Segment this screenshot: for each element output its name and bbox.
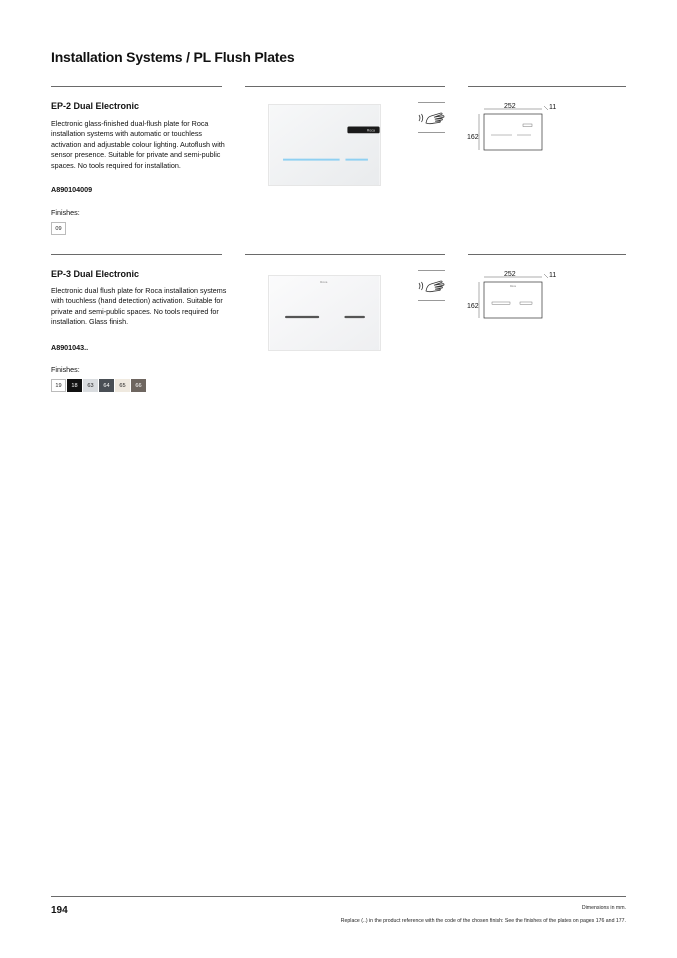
product-photo xyxy=(268,104,381,186)
finishes-label: Finishes: xyxy=(51,365,80,374)
finish-swatch: 09 xyxy=(51,222,66,235)
svg-text:162: 162 xyxy=(467,134,479,141)
hand-sensor-icon xyxy=(415,272,445,302)
finish-swatch: 19 xyxy=(51,379,66,392)
finish-swatch: 65 xyxy=(115,379,130,392)
finish-swatches xyxy=(51,379,146,392)
divider xyxy=(418,132,445,133)
product-description: Electronic glass-finished dual-flush plate for Roca installation systems with automatic or touchless activation and adjustable colour lighting. Autoflush with sensor presence. Suitable for private and semi-public spaces. No tools required for installation. xyxy=(51,119,225,170)
divider xyxy=(245,254,445,255)
svg-text:11: 11 xyxy=(549,104,557,111)
product-reference: A890104009 xyxy=(51,185,93,194)
divider xyxy=(51,86,222,87)
divider xyxy=(468,86,626,87)
divider xyxy=(418,300,445,301)
footer-divider xyxy=(51,896,626,897)
replace-note: Replace (..) in the product reference with the code of the chosen finish: See the finishes of the plates on pages 176 and 177. xyxy=(340,918,626,924)
technical-drawing xyxy=(465,100,560,160)
svg-text:Roca: Roca xyxy=(366,128,375,133)
technical-drawing xyxy=(465,268,560,328)
product-description: Electronic dual flush plate for Roca installation systems with touchless (hand detection) activation. Suitable for private and semi-public spaces. No tools required for installation. Glass finish. xyxy=(51,286,227,327)
product-reference: A8901043.. xyxy=(51,343,89,352)
finish-swatch: 63 xyxy=(83,379,98,392)
finish-swatch: 18 xyxy=(67,379,82,392)
hand-sensor-icon xyxy=(415,104,445,134)
product-title: EP-3 Dual Electronic xyxy=(51,269,140,279)
product-title: EP-2 Dual Electronic xyxy=(51,101,140,111)
finishes-label: Finishes: xyxy=(51,208,80,217)
divider xyxy=(418,102,445,103)
svg-text:162: 162 xyxy=(467,303,479,310)
finish-swatch: 66 xyxy=(131,379,146,392)
svg-text:Roca: Roca xyxy=(510,285,516,288)
svg-text:252: 252 xyxy=(504,271,516,278)
divider xyxy=(245,86,445,87)
page-number: 194 xyxy=(51,905,68,916)
divider xyxy=(418,270,445,271)
page-title: Installation Systems / PL Flush Plates xyxy=(51,49,295,65)
divider xyxy=(51,254,222,255)
divider xyxy=(468,254,626,255)
svg-text:11: 11 xyxy=(549,272,557,279)
units-note: Dimensions in mm. xyxy=(581,905,626,911)
finish-swatches xyxy=(51,222,66,235)
svg-text:Roca: Roca xyxy=(320,279,328,284)
finish-swatch: 64 xyxy=(99,379,114,392)
product-photo xyxy=(268,275,381,351)
svg-text:252: 252 xyxy=(504,103,516,110)
